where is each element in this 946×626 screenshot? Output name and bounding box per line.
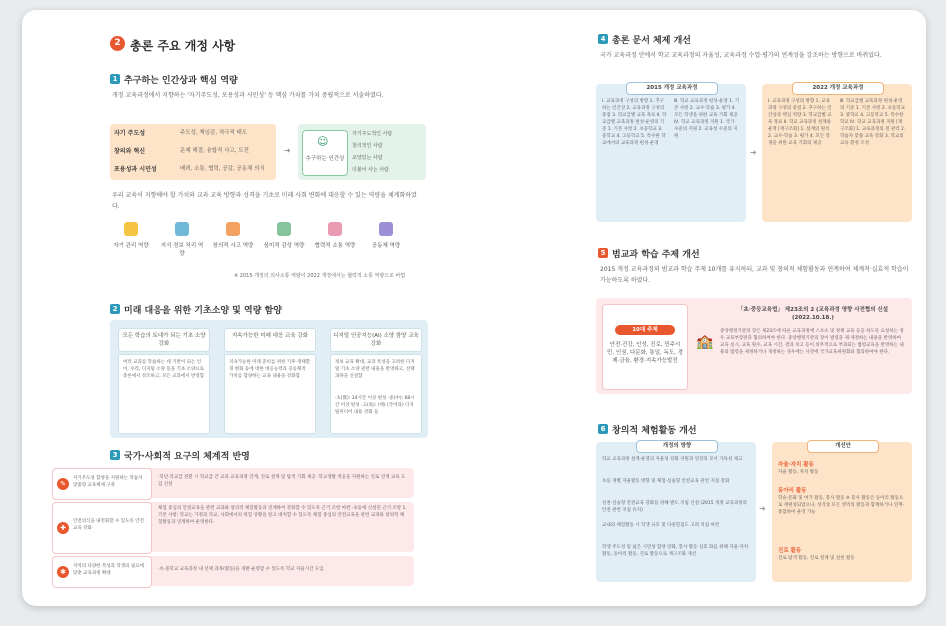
old-col2: Ⅲ. 학교 교육과정 편성·운영 1. 기본 사항 2. 교수·학습 3. 평가 4. 모든 학생을 위한 교육 기회 제공 Ⅳ. 학교 교육과정 지원 1. 국가 수준의 지원 2. 교육청 수준의 지원 xyxy=(674,99,740,139)
card-body-text: 정보 교육 확대, 교과 특성을 고려한 디지털 기초 소양 관련 내용을 반영하고, 선택 과목을 신설함 xyxy=(335,360,415,379)
old-curriculum-box xyxy=(596,84,746,222)
traits-box xyxy=(110,124,276,180)
section-5-intro: 2015 개정 교육과정의 범교과 학습 주제 10개를 유지하되, 교과 및 창의적 체험활동과 연계하여 체계적·실효적 학습이 가능하도록 하였다. xyxy=(600,266,909,284)
topics-card xyxy=(602,304,688,390)
topics-list: 안전·건강, 인성, 진로, 민주시민, 인권, 다문화, 통일, 독도, 경제·금융, 환경·지속가능발전 xyxy=(607,342,683,364)
policy-label: 자기주도성 함양을 지원하는 학습자 맞춤형 교육체제 구축 xyxy=(73,476,143,488)
trait-desc: 주도성, 책임감, 적극적 태도 xyxy=(180,130,248,136)
footnote: ※ 2015 개정의 의사소통 역량이 2022 개정에서는 협력적 소통 역량으로 바뀜 xyxy=(234,273,406,279)
trait-label: 포용성과 시민성 xyxy=(114,166,157,173)
card-head-text: 지속가능한 미래 대응 교육 강화 xyxy=(231,333,309,339)
backpack-icon: ✎ xyxy=(57,478,69,490)
policy-row xyxy=(52,468,414,498)
section-3-title: 국가·사회적 요구의 체계적 반영 xyxy=(124,452,250,462)
competency-label: 창의적 사고 역량 xyxy=(212,243,254,249)
section-4-number: 4 xyxy=(598,34,608,44)
competency-label: 협력적 소통 역량 xyxy=(314,243,356,249)
plan-head: 동아리 활동 xyxy=(778,488,807,494)
topics-badge xyxy=(615,325,675,335)
section-1-number: 1 xyxy=(110,74,120,84)
search-icon xyxy=(175,222,189,236)
policy-label: 안전의식을 내면화할 수 있도록 안전교육 강화 xyxy=(73,519,144,531)
card-head xyxy=(224,328,316,352)
main-section-number: 2 xyxy=(110,36,125,51)
plan-head: 자율·자치 활동 xyxy=(778,462,814,468)
old-title-pill xyxy=(626,82,718,95)
card-body xyxy=(118,354,210,434)
section-4-title: 총론 문서 체제 개선 xyxy=(612,36,691,46)
people-icon xyxy=(379,222,393,236)
plan-title-pill xyxy=(807,440,879,453)
direction-item: 실천·실습형 안전교육 강화를 위해 발도 지침 신설 (2015 개정 교육과정의 안전 관련 지침 유지) xyxy=(602,501,747,513)
lightbulb-icon xyxy=(226,222,240,236)
outcome-item: 자기주도적인 사람 xyxy=(352,131,393,137)
outcome-box xyxy=(298,124,426,180)
section-5-number: 5 xyxy=(598,248,608,258)
section-6-number: 6 xyxy=(598,424,608,434)
arrow-right-icon: ➜ xyxy=(759,504,766,513)
policy-row xyxy=(52,556,414,586)
outcome-item: 창의적인 사람 xyxy=(352,143,383,149)
policy-label-box xyxy=(52,502,152,554)
card-head-text: 디지털 인공지능(AI) 소양 함양 교육 강화 xyxy=(333,333,419,347)
policy-body: ·초·중학교 교육과정 내 선택 과목(활동)을 개발·운영할 수 있도록 학교 자율시간 도입 xyxy=(158,567,324,572)
old-col1: Ⅰ. 교육과정 구성의 방향 1. 추구하는 인간상 2. 교육과정 구성의 중점 3. 학교급별 교육 목표 Ⅱ. 학교급별 교육과정 편성·운영의 기준 1. 기본 사항 2. 초등학교 3. 중학교 4. 고등학교 5. 특수한 학교에서의 교육과정 편성·운영 xyxy=(602,99,667,146)
outcome-item: 교양있는 사람 xyxy=(352,155,383,161)
shield-icon: ✚ xyxy=(57,522,69,534)
card-body-text: 여러 교과를 학습하는 데 기반이 되는 언어, 수리, 디지털 소양 등을 기초 소양으로 총론에서 강조하고, 모든 교과에서 반영함 xyxy=(123,360,205,379)
puzzle-icon: ✱ xyxy=(57,566,69,578)
card-body-text: 지속가능한 미래 준비를 위한 기후·생태환경 변화 등에 대한 대응능력과 공동체적 가치를 함양하는 교육 내용을 강화함 xyxy=(229,360,311,379)
brain-icon xyxy=(124,222,138,236)
new-title-pill xyxy=(792,82,884,95)
section-1-para2: 우리 교육이 지향해야 할 가치와 교과 교육 방향과 성격을 기초로 미래 사회 변화에 대응할 수 있는 역량을 체계화하였다. xyxy=(112,192,417,210)
competency-label: 지식 정보 처리 역량 xyxy=(160,243,204,257)
direction-title-pill xyxy=(636,440,718,453)
section-1-intro: 개정 교육과정에서 지향하는 '자기주도성, 포용성과 시민성' 등 핵심 가치를 가치 중립적으로 서술하였다. xyxy=(112,92,384,99)
plan-body: 진로 탐색 활동, 진로 설계 및 실천 활동 xyxy=(778,556,855,561)
left-page xyxy=(22,10,474,606)
plan-title: 개선안 xyxy=(835,443,851,449)
card-head-text: 모든 학습의 토대가 되는 기초 소양 강화 xyxy=(122,333,206,347)
direction-box xyxy=(596,442,756,582)
card-body xyxy=(330,354,422,434)
trait-desc: 문제 해결, 융합적 사고, 도전 xyxy=(180,148,249,154)
direction-item: 초등 개별 자율활동 방향 및 체험·실습형 안전교육 관련 지침 강화 xyxy=(602,479,730,484)
plan-body: 자율 활동, 자치 활동 xyxy=(778,470,819,475)
law-title: 「초·중등교육법」 제23조의 2 (교육과정 영향 사전협의 신설(2022.10.18.) xyxy=(737,307,889,321)
new-curriculum-box xyxy=(762,84,912,222)
section-6-title: 창의적 체험활동 개선 xyxy=(612,426,697,436)
direction-item: 학교 교육과정 설계·운영의 자율성 강화 지원과 연장의 모서 가독성 제고 xyxy=(602,457,743,462)
section-1-title: 추구하는 인간상과 핵심 역량 xyxy=(124,76,238,86)
plan-head: 진로 활동 xyxy=(778,548,802,554)
card-head xyxy=(330,328,422,352)
competency-label: 심미적 감성 역량 xyxy=(263,243,305,249)
trait-label: 자기 주도성 xyxy=(114,130,146,137)
section-2-number: 2 xyxy=(110,304,120,314)
section-2-title: 미래 대응을 위한 기초소양 및 역량 함양 xyxy=(124,306,282,316)
topics-box xyxy=(596,298,912,394)
card-head xyxy=(118,328,210,352)
person-icon: ☺ xyxy=(317,135,329,148)
plan-box xyxy=(772,442,912,582)
arrow-right-icon: ➜ xyxy=(750,148,757,157)
foundation-box xyxy=(110,320,428,438)
arrow-right-icon: ➜ xyxy=(284,146,291,155)
policy-row xyxy=(52,502,414,552)
direction-title: 개정의 방향 xyxy=(662,443,692,449)
section-4-intro: 국가 교육과정 안에서 학교 교육과정의 자율성, 교육과정 수업·평가의 연계성을 강조하는 방향으로 바뀌었다. xyxy=(600,52,882,59)
new-col1: Ⅰ. 교육과정 구성의 방향 1. 교육과정 구성의 중점 2. 추구하는 인간상과 핵심 역량 3. 학교급별 교육 목표 Ⅱ. 학교 교육과정 설계와 운영 [재구조화] 1. 설계의 원칙 2. 교수·학습 3. 평가 4. 모든 학생을 위한 교육 기회의 제공 xyxy=(768,99,832,146)
direction-item: 교내외 체험활동 시 학생 규모 및 다중밀집도 고려 지침 마련 xyxy=(602,523,720,528)
new-col2: Ⅲ. 학교급별 교육과정 편성·운영의 기준 1. 기본 사항 2. 초등학교 3. 중학교 4. 고등학교 5. 특수한 학교 Ⅳ. 학교 교육과정 지원 [재구조화] 1. 교육과정의 질 관리 2. 학습자 맞춤 교육 강화 3. 학교의 교육 환경 조성 xyxy=(840,99,906,146)
direction-item: 학생 주도성 및 넓은 시민성 함양 강화, 봉사 활동 실효 화를 위해 자율·자치 활동, 동아리 활동, 진로 활동으로 재구조화 개선 xyxy=(602,545,749,557)
trait-label: 창의와 혁신 xyxy=(114,148,146,155)
competency-label: 공동체 역량 xyxy=(371,243,401,249)
policy-body: ·학년·학교급 전환 시 학교급 간 교과 교육과정 연계, 진로 설계 및 탐색 기회 제공 ·학교생활 적응을 지원하는 진로 연계 교육 도입 신설 xyxy=(158,475,406,487)
card-body xyxy=(224,354,316,434)
right-page xyxy=(474,10,926,606)
policy-label: 지역의 다양한 특성과 학생의 필요에 맞춘 교육과정 확대 xyxy=(73,564,144,576)
law-body: 중앙행정기관의 장은 제23조에 따른 교육과정에 스포츠 및 정책 교육 등을 하도록 요청하는 경우 교육부장관과 협의하여야 한다. 중앙행정기관의 장이 법령을 제·개정하는 내용을 반영하여 교육 실시, 교육 횟수, 교육 시간, 결과 보고 등이 의무적으로 부과되는 법령교육을 반영하는 내용의 법령을 제정하거나 개정하는 경우에는 사전에 국가교육위원회와 협의하여야 한다. xyxy=(720,329,904,355)
handshake-icon xyxy=(328,222,342,236)
policy-body: 체험 중심의 안전교육을 관련 교과와 창의적 체험활동과 연계하여 강화할 수 있도록 근거 조항 마련 ·초등에 신설된 근거 조항 1. 기본 사항: 학교는 가정과 학교, 사회에서의 위험 상황을 알고 대처할 수 있도록 체험 중심의 안전교육을 관련 교과와 창의적 체험활동과 연계하여 운영한다. xyxy=(158,506,407,525)
policy-label-box xyxy=(52,468,152,500)
new-title: 2022 개정 교육과정 xyxy=(812,85,864,91)
picture-icon xyxy=(277,222,291,236)
book-spread xyxy=(22,10,926,606)
section-5-title: 범교과 학습 주제 개선 xyxy=(612,250,700,260)
school-icon: 🏫 xyxy=(696,334,714,350)
policy-label-box xyxy=(52,556,152,588)
center-badge xyxy=(302,130,348,176)
main-section-title: 총론 주요 개정 사항 xyxy=(130,39,236,53)
badge-text: 10대 주제 xyxy=(632,327,658,333)
card-body-extra: ·초(實): 34시간 이상 편성 ·중(中): 68시간 이상 편성 ·고(高): (택) (국어과) 디지털미디어 내용 강화 등 xyxy=(335,396,415,415)
plan-body: 학술·문화 및 여가 활동, 봉사 활동 ※ 봉사 활동은 동아리 활동으로 재편성되었으나, 성격상 모든 영역의 활동과 함께하거나 연계·통합하여 운영 가능 xyxy=(778,496,904,515)
competency-label: 자기 관리 역량 xyxy=(113,243,149,249)
section-3-number: 3 xyxy=(110,450,120,460)
old-title: 2015 개정 교육과정 xyxy=(646,85,698,91)
trait-desc: 배려, 소통, 협력, 공감, 공동체 의식 xyxy=(180,166,265,172)
outcome-item: 더불어 사는 사람 xyxy=(352,167,389,173)
center-label: 추구하는 인간상 xyxy=(305,156,345,162)
